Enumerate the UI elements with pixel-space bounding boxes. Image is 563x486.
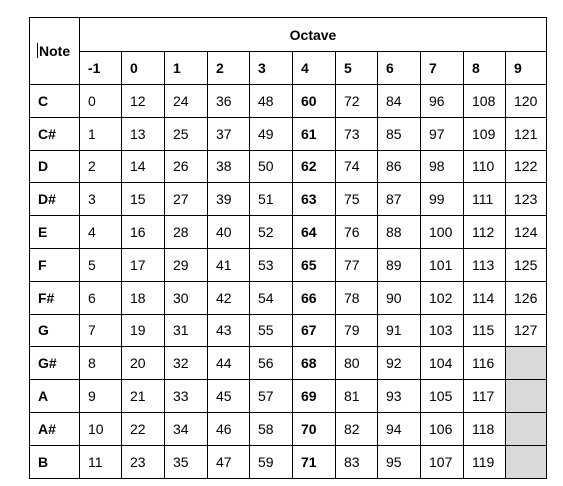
midi-value-cell[interactable]: 87 [378,183,421,216]
midi-value-cell[interactable]: 27 [165,183,208,216]
midi-value-cell[interactable]: 74 [336,150,378,183]
midi-value-cell[interactable]: 67 [293,314,336,347]
midi-value-cell[interactable]: 98 [421,150,464,183]
octave-header-cell[interactable]: 7 [421,52,464,85]
midi-value-cell[interactable]: 99 [421,183,464,216]
midi-value-cell[interactable]: 23 [122,445,165,478]
midi-value-cell[interactable]: 16 [122,216,165,249]
midi-value-cell[interactable]: 39 [208,183,250,216]
midi-value-cell[interactable]: 70 [293,412,336,445]
empty-cell[interactable] [506,380,547,413]
midi-value-cell[interactable]: 126 [506,281,547,314]
midi-value-cell[interactable]: 57 [250,380,293,413]
table-row [30,248,547,281]
midi-value-cell[interactable]: 22 [122,412,165,445]
midi-value-cell[interactable]: 125 [506,248,547,281]
midi-value-cell[interactable]: 54 [250,281,293,314]
octave-header-cell[interactable]: 3 [250,52,293,85]
midi-value-cell[interactable]: 11 [80,445,122,478]
octave-header-label: Octave [289,26,337,43]
midi-value-cell[interactable]: 122 [506,150,547,183]
midi-value-cell[interactable]: 79 [336,314,378,347]
midi-value-cell[interactable]: 58 [250,412,293,445]
midi-value-cell[interactable]: 66 [293,281,336,314]
octave-header-cell[interactable]: 1 [165,52,208,85]
table-row [30,347,547,380]
midi-value-cell[interactable]: 84 [378,85,421,118]
midi-value-cell[interactable]: 110 [464,150,506,183]
midi-value-cell[interactable]: 62 [293,150,336,183]
midi-value-cell[interactable]: 118 [464,412,506,445]
midi-value-cell[interactable]: 96 [421,85,464,118]
midi-value-cell[interactable]: 55 [250,314,293,347]
midi-value-cell[interactable]: 21 [122,380,165,413]
midi-value-cell[interactable]: 9 [80,380,122,413]
midi-value-cell[interactable]: 18 [122,281,165,314]
table-row [30,183,547,216]
octave-header-cell[interactable]: 9 [506,52,547,85]
table-row [30,117,547,150]
midi-value-cell[interactable]: 7 [80,314,122,347]
midi-value-cell[interactable]: 63 [293,183,336,216]
midi-value-cell[interactable]: 10 [80,412,122,445]
midi-value-cell[interactable]: 20 [122,347,165,380]
midi-value-cell[interactable]: 111 [464,183,506,216]
midi-value-cell[interactable]: 71 [293,445,336,478]
midi-value-cell[interactable]: 73 [336,117,378,150]
note-name-cell[interactable]: A [30,380,80,413]
midi-value-cell[interactable]: 26 [165,150,208,183]
midi-value-cell[interactable]: 35 [165,445,208,478]
midi-value-cell[interactable]: 92 [378,347,421,380]
midi-value-cell[interactable]: 40 [208,216,250,249]
octave-header-cell[interactable]: 6 [378,52,421,85]
midi-value-cell[interactable]: 121 [506,117,547,150]
midi-value-cell[interactable]: 42 [208,281,250,314]
midi-value-cell[interactable]: 113 [464,248,506,281]
midi-value-cell[interactable]: 29 [165,248,208,281]
midi-value-cell[interactable]: 50 [250,150,293,183]
midi-value-cell[interactable]: 51 [250,183,293,216]
empty-cell[interactable] [506,347,547,380]
midi-value-cell[interactable]: 95 [378,445,421,478]
table-row [30,445,547,478]
midi-value-cell[interactable]: 124 [506,216,547,249]
midi-value-cell[interactable]: 120 [506,85,547,118]
octave-header-cell[interactable]: 8 [464,52,506,85]
midi-value-cell[interactable]: 78 [336,281,378,314]
table-body [30,85,547,479]
midi-value-cell[interactable]: 43 [208,314,250,347]
midi-value-cell[interactable]: 101 [421,248,464,281]
midi-value-cell[interactable]: 108 [464,85,506,118]
midi-value-cell[interactable]: 64 [293,216,336,249]
midi-value-cell[interactable]: 88 [378,216,421,249]
midi-value-cell[interactable]: 0 [80,85,122,118]
midi-value-cell[interactable]: 75 [336,183,378,216]
midi-value-cell[interactable]: 36 [208,85,250,118]
midi-value-cell[interactable]: 33 [165,380,208,413]
midi-value-cell[interactable]: 46 [208,412,250,445]
midi-value-cell[interactable]: 116 [464,347,506,380]
midi-value-cell[interactable]: 107 [421,445,464,478]
midi-value-cell[interactable]: 49 [250,117,293,150]
note-name-cell[interactable]: G [30,314,80,347]
midi-value-cell[interactable]: 4 [80,216,122,249]
empty-cell[interactable] [506,412,547,445]
table-row [30,216,547,249]
midi-value-cell[interactable]: 85 [378,117,421,150]
midi-value-cell[interactable]: 6 [80,281,122,314]
midi-value-cell[interactable]: 17 [122,248,165,281]
octave-header-cell[interactable]: 0 [122,52,165,85]
midi-value-cell[interactable]: 93 [378,380,421,413]
midi-value-cell[interactable]: 112 [464,216,506,249]
midi-value-cell[interactable]: 97 [421,117,464,150]
midi-value-cell[interactable]: 89 [378,248,421,281]
midi-value-cell[interactable]: 76 [336,216,378,249]
midi-value-cell[interactable]: 41 [208,248,250,281]
midi-value-cell[interactable]: 123 [506,183,547,216]
midi-value-cell[interactable]: 60 [293,85,336,118]
midi-value-cell[interactable]: 127 [506,314,547,347]
midi-value-cell[interactable]: 68 [293,347,336,380]
note-name-cell[interactable]: B [30,445,80,478]
midi-value-cell[interactable]: 24 [165,85,208,118]
midi-value-cell[interactable]: 105 [421,380,464,413]
midi-value-cell[interactable]: 86 [378,150,421,183]
midi-value-cell[interactable]: 100 [421,216,464,249]
midi-value-cell[interactable]: 47 [208,445,250,478]
midi-value-cell[interactable]: 45 [208,380,250,413]
header-row [30,18,547,52]
midi-value-cell[interactable]: 15 [122,183,165,216]
octave-header-cell[interactable]: 2 [208,52,250,85]
midi-value-cell[interactable]: 25 [165,117,208,150]
midi-value-cell[interactable]: 103 [421,314,464,347]
note-header-label: Note [39,43,71,59]
note-name-cell[interactable]: C [30,85,80,118]
midi-value-cell[interactable]: 59 [250,445,293,478]
midi-value-cell[interactable]: 102 [421,281,464,314]
note-name-cell[interactable]: D# [30,183,80,216]
midi-value-cell[interactable]: 31 [165,314,208,347]
midi-value-cell[interactable]: 104 [421,347,464,380]
note-name-cell[interactable]: A# [30,412,80,445]
midi-value-cell[interactable]: 14 [122,150,165,183]
midi-value-cell[interactable]: 8 [80,347,122,380]
midi-value-cell[interactable]: 3 [80,183,122,216]
midi-value-cell[interactable]: 13 [122,117,165,150]
midi-value-cell[interactable]: 53 [250,248,293,281]
octave-header-cell[interactable]: 4 [293,52,336,85]
midi-value-cell[interactable]: 38 [208,150,250,183]
midi-value-cell[interactable]: 114 [464,281,506,314]
text-cursor [37,43,38,58]
octave-header-cell[interactable]: -1 [80,52,122,85]
midi-value-cell[interactable]: 48 [250,85,293,118]
midi-value-cell[interactable]: 32 [165,347,208,380]
midi-value-cell[interactable]: 65 [293,248,336,281]
midi-value-cell[interactable]: 115 [464,314,506,347]
midi-value-cell[interactable]: 44 [208,347,250,380]
midi-value-cell[interactable]: 19 [122,314,165,347]
table-row [30,380,547,413]
table-row [30,85,547,118]
midi-value-cell[interactable]: 28 [165,216,208,249]
midi-value-cell[interactable]: 90 [378,281,421,314]
midi-value-cell[interactable]: 109 [464,117,506,150]
midi-value-cell[interactable]: 82 [336,412,378,445]
midi-value-cell[interactable]: 69 [293,380,336,413]
midi-value-cell[interactable]: 91 [378,314,421,347]
midi-value-cell[interactable]: 37 [208,117,250,150]
midi-value-cell[interactable]: 61 [293,117,336,150]
midi-value-cell[interactable]: 117 [464,380,506,413]
table-row [30,314,547,347]
midi-value-cell[interactable]: 1 [80,117,122,150]
midi-value-cell[interactable]: 2 [80,150,122,183]
octave-title-header[interactable] [80,18,547,52]
note-name-cell[interactable]: F# [30,281,80,314]
midi-note-table [29,17,547,479]
octave-header-cell[interactable]: 5 [336,52,378,85]
table-row [30,281,547,314]
note-column-header[interactable] [30,18,80,85]
midi-value-cell[interactable]: 94 [378,412,421,445]
midi-value-cell[interactable]: 72 [336,85,378,118]
midi-value-cell[interactable]: 34 [165,412,208,445]
midi-value-cell[interactable]: 81 [336,380,378,413]
midi-value-cell[interactable]: 77 [336,248,378,281]
midi-value-cell[interactable]: 12 [122,85,165,118]
note-name-cell[interactable]: C# [30,117,80,150]
midi-value-cell[interactable]: 83 [336,445,378,478]
midi-value-cell[interactable]: 5 [80,248,122,281]
octave-number-row [30,52,547,85]
note-name-cell[interactable]: D [30,150,80,183]
note-name-cell[interactable]: G# [30,347,80,380]
midi-value-cell[interactable]: 119 [464,445,506,478]
midi-value-cell[interactable]: 52 [250,216,293,249]
midi-value-cell[interactable]: 80 [336,347,378,380]
table-row [30,150,547,183]
table-row [30,412,547,445]
note-name-cell[interactable]: F [30,248,80,281]
midi-value-cell[interactable]: 106 [421,412,464,445]
midi-value-cell[interactable]: 56 [250,347,293,380]
midi-value-cell[interactable]: 30 [165,281,208,314]
empty-cell[interactable] [506,445,547,478]
note-name-cell[interactable]: E [30,216,80,249]
